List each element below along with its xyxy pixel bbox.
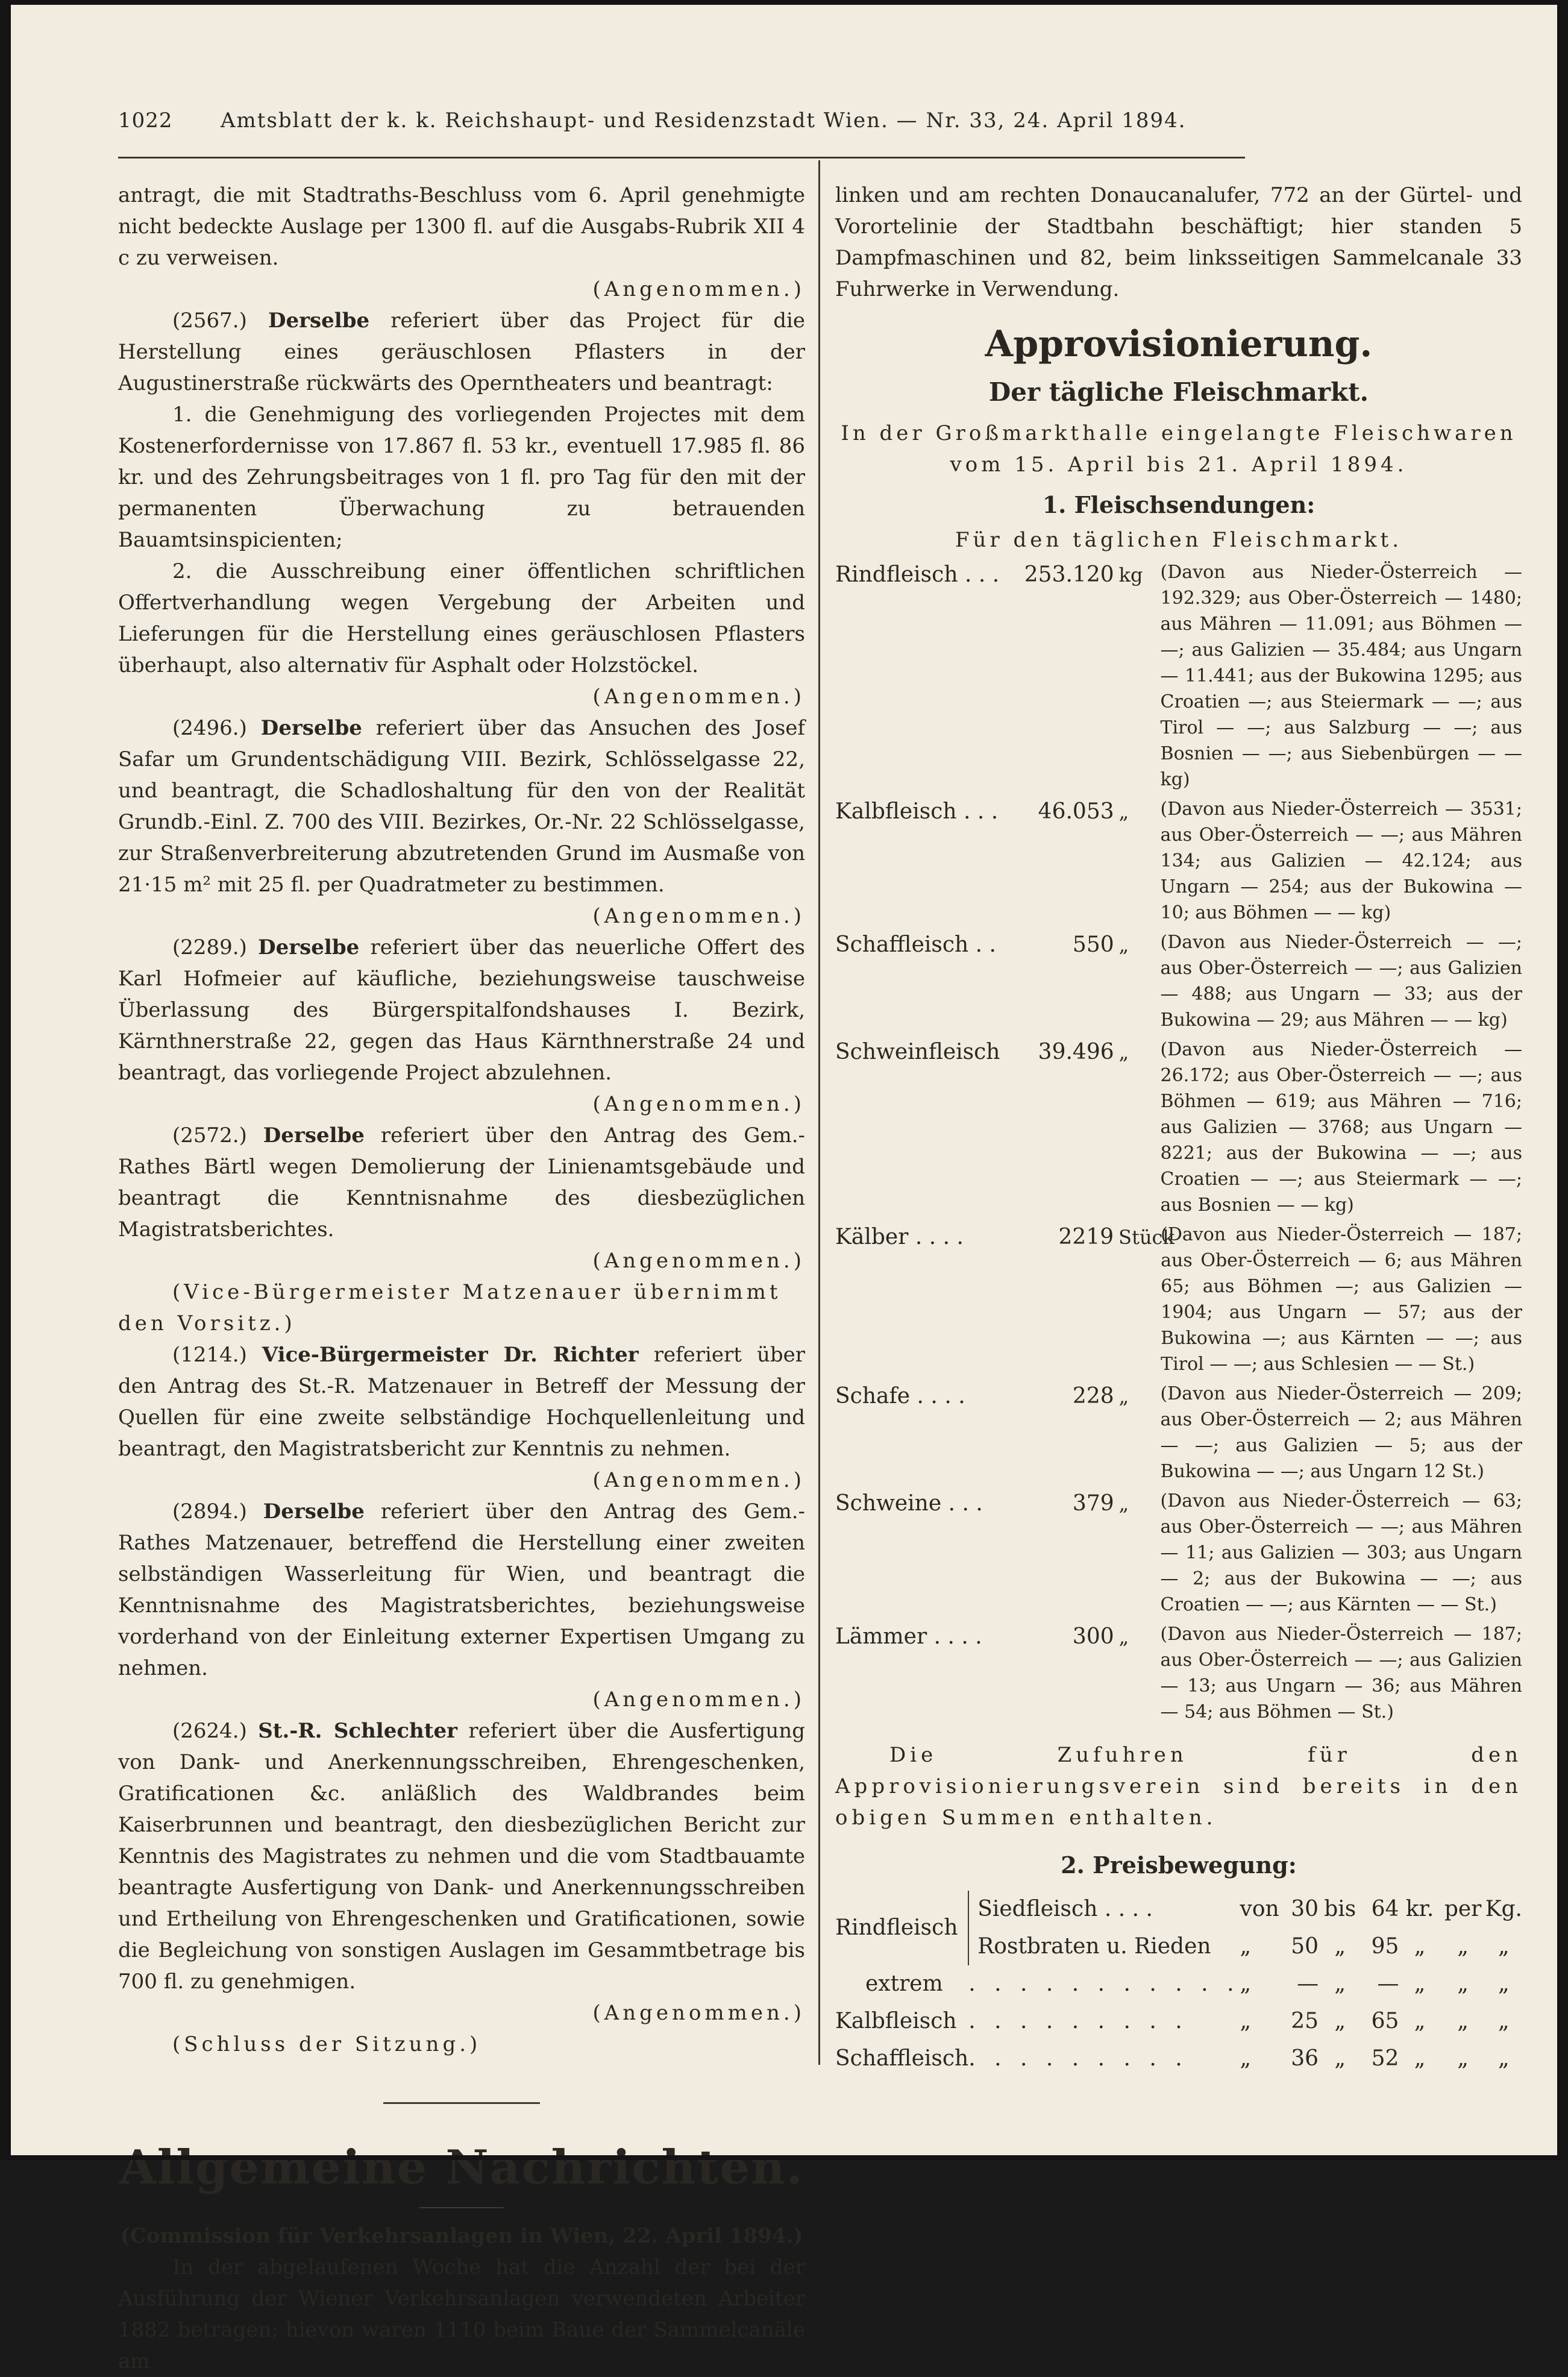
price-per: „ <box>1457 2009 1469 2033</box>
price-max: 95 <box>1371 1934 1399 1959</box>
accepted-note: (Angenommen.) <box>592 277 805 301</box>
price-max: 64 <box>1371 1897 1399 1921</box>
meat-row <box>835 559 1522 793</box>
meat-row <box>835 1488 1522 1618</box>
item-2567-point-1: 1. die Genehmigung des vorliegenden Projectes mit dem Kostenerfordernisse von 17.867 fl. 53 kr., eventuell 17.985 fl. 86 kr. und des Zehrungsbeitrages von 1 fl. pro Tag für den mit der permanenten Überwachung zu betrauenden Bauamtsinspicienten; <box>118 403 805 552</box>
item-speaker: Derselbe <box>260 716 362 740</box>
page-number: 1022 <box>118 108 173 133</box>
price-row <box>835 1891 1522 1928</box>
accepted-note: (Angenommen.) <box>592 1092 805 1116</box>
item-text: referiert über den Antrag des Gem.-Rathes Bärtl wegen Demolierung der Linienamtsgebäude und beantragt die Kenntnisnahme des diesbezüglichen Magistratsberichtes. <box>118 1123 806 1242</box>
heading-rule <box>419 2207 504 2208</box>
meat-row <box>835 1037 1522 1218</box>
meat-name: Schweine . . . <box>835 1491 983 1516</box>
accepted-note: (Angenommen.) <box>592 1249 805 1273</box>
left-column <box>118 180 805 2377</box>
item-text: referiert über den Antrag des St.-R. Matzenauer in Betreff der Messung der Quellen für eine zweite selbständige Hochquellenleitung und beantragt, den Magistratsbericht zur Kenntnis zu nehmen. <box>118 1343 805 1461</box>
item-2496 <box>118 712 805 900</box>
price-from-label: „ <box>1240 2009 1252 2033</box>
meat-origin-detail: (Davon aus Nieder-Österreich — —; aus Ober-Österreich — —; aus Galizien — 488; aus Ungarn — 33; aus der Bukowina — 29; aus Mähren — — kg) <box>1160 932 1522 1031</box>
price-per: „ <box>1457 1934 1469 1959</box>
price-unit: „ <box>1414 2009 1426 2033</box>
item-number: (2496.) <box>172 716 247 740</box>
meat-name: Schafe . . . . <box>835 1384 965 1408</box>
item-text: referiert über das Project für die Herstellung eines geräuschlosen Pflasters in der Augustinerstraße rückwärts des Opernthеaters und beantragt: <box>118 309 805 395</box>
price-min: 30 <box>1291 1897 1319 1921</box>
meat-name: Kalbfleisch . . . <box>835 799 999 824</box>
price-min: 50 <box>1291 1934 1319 1959</box>
newspaper-page <box>11 5 1557 2373</box>
item-speaker: Vice-Bürgermeister Dr. Richter <box>262 1343 639 1367</box>
meat-unit: „ <box>1118 1492 1129 1515</box>
price-min: 36 <box>1291 2046 1319 2071</box>
price-row <box>835 1965 1522 2003</box>
supply-note: Die Zufuhren für den Approvisionierungsverein sind bereits in den obigen Summen enthalten. <box>835 1743 1522 1830</box>
accepted-note: (Angenommen.) <box>592 1688 805 1712</box>
news-heading: Allgemeine Nachrichten. <box>119 2140 804 2195</box>
price-category: extrem <box>865 1971 943 1996</box>
meat-list <box>835 559 1522 1725</box>
session-close-note: (Schluss der Sitzung.) <box>172 2032 481 2056</box>
price-unit: „ <box>1414 1934 1426 1959</box>
item-2572 <box>118 1120 805 1245</box>
price-from-label: von <box>1240 1897 1279 1921</box>
item-text: referiert über die Ausfertigung von Dank- und Anerkennungsschreiben, Ehrengeschenken, Gratificationen &c. anläßlich des Waldbrandes beim Kaiserbrunnen und beantragt, den diesbezüglichen Bericht zur Kenntnis des Magistrates zu nehmen und die vom Stadtbauamte beantragte Ausfertigung von Dank- und Anerkennungsschreiben und Ertheilung von Ehrengeschenken und Gratificationen, sowie die Begleichung von sonstigen Auslagen im Gesammtbetrage bis 700 fl. zu genehmigen. <box>118 1719 805 1994</box>
price-to-label: „ <box>1334 2046 1346 2071</box>
price-item: . . . . . . . . . <box>968 2046 1188 2071</box>
meat-quantity: 46.053 <box>1038 799 1114 824</box>
price-from-label: „ <box>1240 2046 1252 2071</box>
price-per: per <box>1444 1897 1482 1921</box>
price-min: — <box>1297 1971 1319 1996</box>
meat-unit: „ <box>1118 1041 1129 1064</box>
meat-unit: „ <box>1118 800 1129 823</box>
price-to-label: bis <box>1324 1897 1356 1921</box>
meat-quantity: 379 <box>1072 1491 1114 1516</box>
meat-quantity: 39.496 <box>1038 1040 1114 1064</box>
item-2624 <box>118 1715 805 1997</box>
section-separator <box>383 2102 540 2104</box>
section-heading: Approvisionierung. <box>985 323 1373 365</box>
meat-unit: „ <box>1118 934 1129 956</box>
price-max: 65 <box>1371 2009 1399 2033</box>
meat-quantity: 228 <box>1072 1384 1114 1408</box>
meat-unit: kg <box>1118 564 1143 586</box>
price-from-label: „ <box>1240 1934 1252 1959</box>
price-weight-unit: „ <box>1497 1934 1510 1959</box>
item-2567-point-2: 2. die Ausschreibung einer öffentlichen schriftlichen Offertverhandlung wegen Vergebung der Arbeiten und Lieferungen für die Herstellung eines geräuschlosen Pflasters überhaupt, also alternativ für Asphalt oder Holzstöckel. <box>118 559 805 677</box>
item-speaker: St.-R. Schlechter <box>258 1719 458 1743</box>
item-number: (2567.) <box>172 309 247 333</box>
shipments-heading: 1. Fleischsendungen: <box>1042 491 1316 518</box>
meat-quantity: 550 <box>1072 932 1114 957</box>
item-number: (2894.) <box>172 1499 247 1524</box>
meat-origin-detail: (Davon aus Nieder-Österreich — 3531; aus Ober-Österreich — —; aus Mähren 134; aus Galizien — 42.124; aus Ungarn — 254; aus der Bukowina — 10; aus Böhmen — — kg) <box>1160 799 1522 923</box>
column-divider <box>818 160 820 2065</box>
price-item: Rostbraten u. Rieden <box>968 1928 1240 1965</box>
meat-unit: Stück <box>1118 1226 1174 1249</box>
price-weight-unit: Kg. <box>1485 1897 1522 1921</box>
price-unit: kr. <box>1405 1897 1434 1921</box>
price-per: „ <box>1457 1971 1469 1996</box>
right-column <box>835 180 1522 2077</box>
meat-row <box>835 796 1522 926</box>
item-text: referiert über das neuerliche Offert des Karl Hofmeier auf käufliche, beziehungsweise tauschweise Überlassung des Bürgerspitalfondshauses I. Bezirk, Kärnthnerstraße 22, gegen das Haus Kärnthnerstraße 24 und beantragt, das vorliegende Project abzulehnen. <box>118 935 805 1085</box>
meat-row <box>835 929 1522 1033</box>
meat-unit: „ <box>1118 1625 1129 1648</box>
item-1214 <box>118 1339 805 1465</box>
price-category: Rindfleisch <box>835 1915 958 1940</box>
accepted-note: (Angenommen.) <box>592 685 805 709</box>
meat-row <box>835 1381 1522 1484</box>
meat-row <box>835 1222 1522 1377</box>
meat-origin-detail: (Davon aus Nieder-Österreich — 187; aus Ober-Österreich — —; aus Galizien — 13; aus Ungarn — 36; aus Mähren — 54; aus Böhmen — St.) <box>1160 1624 1522 1722</box>
price-item: Siedfleisch . . . . <box>968 1891 1240 1928</box>
market-intro: In der Großmarkthalle eingelangte Fleischwaren vom 15. April bis 21. April 1894. <box>841 421 1517 477</box>
price-row <box>835 2040 1522 2077</box>
meat-name: Schaffleisch . . <box>835 932 996 957</box>
price-weight-unit: „ <box>1497 2009 1510 2033</box>
item-text: referiert über den Antrag des Gem.-Rathes Matzenauer, betreffend die Herstellung einer zweiten selbständigen Wasserleitung für Wien, und beantragt die Kenntnisnahme des Magistratsberichtes, beziehungsweise vorderhand von der Einleitung externer Expertisen Umgang zu nehmen. <box>118 1499 806 1680</box>
price-category: Schaffleisch <box>835 2046 969 2071</box>
item-number: (2572.) <box>172 1123 247 1148</box>
page-header <box>118 108 1251 145</box>
price-weight-unit: „ <box>1497 1971 1510 1996</box>
chair-change-note: (Vice-Bürgermeister Matzenauer übernimmt den Vorsitz.) <box>118 1280 782 1336</box>
meat-name: Lämmer . . . . <box>835 1624 982 1649</box>
paragraph-continuation: antragt, die mit Stadtraths-Beschluss vom 6. April genehmigte nicht bedeckte Auslage per 1300 fl. auf die Ausgabs-Rubrik XII 4 c zu verweisen. <box>118 183 805 270</box>
price-max: 52 <box>1371 2046 1399 2071</box>
meat-origin-detail: (Davon aus Nieder-Österreich — 209; aus Ober-Österreich — 2; aus Mähren — —; aus Galizien — 5; aus der Bukowina — —; aus Ungarn 12 St.) <box>1160 1383 1522 1482</box>
price-min: 25 <box>1291 2009 1319 2033</box>
meat-origin-detail: (Davon aus Nieder-Österreich — 192.329; aus Ober-Österreich — 1480; aus Mähren — 11.091; aus Böhmen — —; aus Galizien — 35.484; aus Ungarn — 11.441; aus der Bukowina 1295; aus Croatien —; aus Steiermark — —; aus Tirol — —; aus Salzburg — —; aus Bosnien — —; aus Siebenbürgen — — kg) <box>1160 562 1522 790</box>
meat-quantity: 300 <box>1072 1624 1114 1649</box>
meat-origin-detail: (Davon aus Nieder-Österreich — 187; aus Ober-Österreich — 6; aus Mähren 65; aus Böhmen —; aus Galizien — 1904; aus Ungarn — 57; aus der Bukowina —; aus Kärnten — —; aus Tirol — —; aus Schlesien — — St.) <box>1161 1224 1522 1375</box>
meat-name: Schweinfleisch <box>835 1040 1000 1064</box>
meat-quantity: 253.120 <box>1024 562 1114 587</box>
item-text: referiert über das Ansuchen des Josef Safar um Grundentschädigung VIII. Bezirk, Schlösselgasse 22, und beantragt, die Schadloshaltung für den von der Realität Grundb.-Einl. Z. 700 des VIII. Bezirkes, Or.-Nr. 22 Schlösselgasse, zur Straßenverbreiterung abzutretenden Grund im Ausmaße von 21·15 m² mit 25 fl. per Quadratmeter zu bestimmen. <box>118 716 805 897</box>
item-number: (2624.) <box>172 1719 247 1743</box>
page-title: Amtsblatt der k. k. Reichshaupt- und Residenzstadt Wien. — Nr. 33, 24. April 1894. <box>221 108 1187 133</box>
item-2567 <box>118 305 805 399</box>
price-category: Kalbfleisch <box>835 2009 957 2033</box>
item-speaker: Derselbe <box>263 1123 365 1148</box>
price-per: „ <box>1457 2046 1469 2071</box>
accepted-note: (Angenommen.) <box>592 2001 805 2025</box>
price-max: — <box>1377 1971 1399 1996</box>
price-to-label: „ <box>1334 1934 1346 1959</box>
news-text: In der abgelaufenen Woche hat die Anzahl der bei der Ausführung der Wiener Verkehrsanlagen verwendeten Arbeiter 1882 betragen; hievon waren 1110 beim Baue der Sammelcanäle am <box>118 2255 805 2373</box>
meat-quantity: 2219 <box>1058 1225 1114 1249</box>
price-row <box>835 2003 1522 2040</box>
accepted-note: (Angenommen.) <box>592 1468 805 1492</box>
item-number: (2289.) <box>172 935 247 959</box>
item-speaker: Derselbe <box>268 309 370 333</box>
price-table <box>835 1891 1522 2077</box>
price-to-label: „ <box>1334 2009 1346 2033</box>
meat-unit: „ <box>1118 1385 1129 1408</box>
price-unit: „ <box>1414 2046 1426 2071</box>
header-rule <box>118 157 1245 159</box>
item-2894 <box>118 1496 805 1684</box>
item-2289 <box>118 932 805 1088</box>
price-to-label: „ <box>1334 1971 1346 1996</box>
news-subheading: (Commission für Verkehrsanlagen in Wien, 22. April 1894.) <box>120 2224 803 2248</box>
accepted-note: (Angenommen.) <box>592 904 805 928</box>
market-heading: Der tägliche Fleischmarkt. <box>988 377 1369 407</box>
meat-row <box>835 1621 1522 1725</box>
news-text-continuation: linken und am rechten Donaucanalufer, 772 an der Gürtel- und Vorortelinie der Stadtbahn beschäftigt; hier standen 5 Dampfmaschinen und 82, beim linksseitigen Sammelcanale 33 Fuhrwerke in Verwendung. <box>835 183 1522 301</box>
price-item: . . . . . . . . . <box>968 2009 1188 2033</box>
price-heading: 2. Preisbewegung: <box>1061 1851 1297 1879</box>
price-item: . . . . . . . . . . . <box>968 1971 1240 1996</box>
item-speaker: Derselbe <box>258 935 360 959</box>
meat-name: Rindfleisch . . . <box>835 562 1000 587</box>
price-weight-unit: „ <box>1497 2046 1510 2071</box>
meat-name: Kälber . . . . <box>835 1225 964 1249</box>
price-unit: „ <box>1414 1971 1426 1996</box>
price-from-label: „ <box>1240 1971 1252 1996</box>
meat-origin-detail: (Davon aus Nieder-Österreich — 63; aus Ober-Österreich — —; aus Mähren — 11; aus Galizien — 303; aus Ungarn — 2; aus der Bukowina — —; aus Croatien — —; aus Kärnten — — St.) <box>1160 1490 1522 1615</box>
shipments-subheading: Für den täglichen Fleischmarkt. <box>955 528 1403 552</box>
meat-origin-detail: (Davon aus Nieder-Österreich — 26.172; aus Ober-Österreich — —; aus Böhmen — 619; aus Mähren — 716; aus Galizien — 3768; aus Ungarn — 8221; aus der Bukowina — —; aus Croatien — —; aus Steiermark — —; aus Bosnien — — kg) <box>1160 1039 1522 1216</box>
item-number: (1214.) <box>172 1343 247 1367</box>
item-speaker: Derselbe <box>263 1499 365 1524</box>
